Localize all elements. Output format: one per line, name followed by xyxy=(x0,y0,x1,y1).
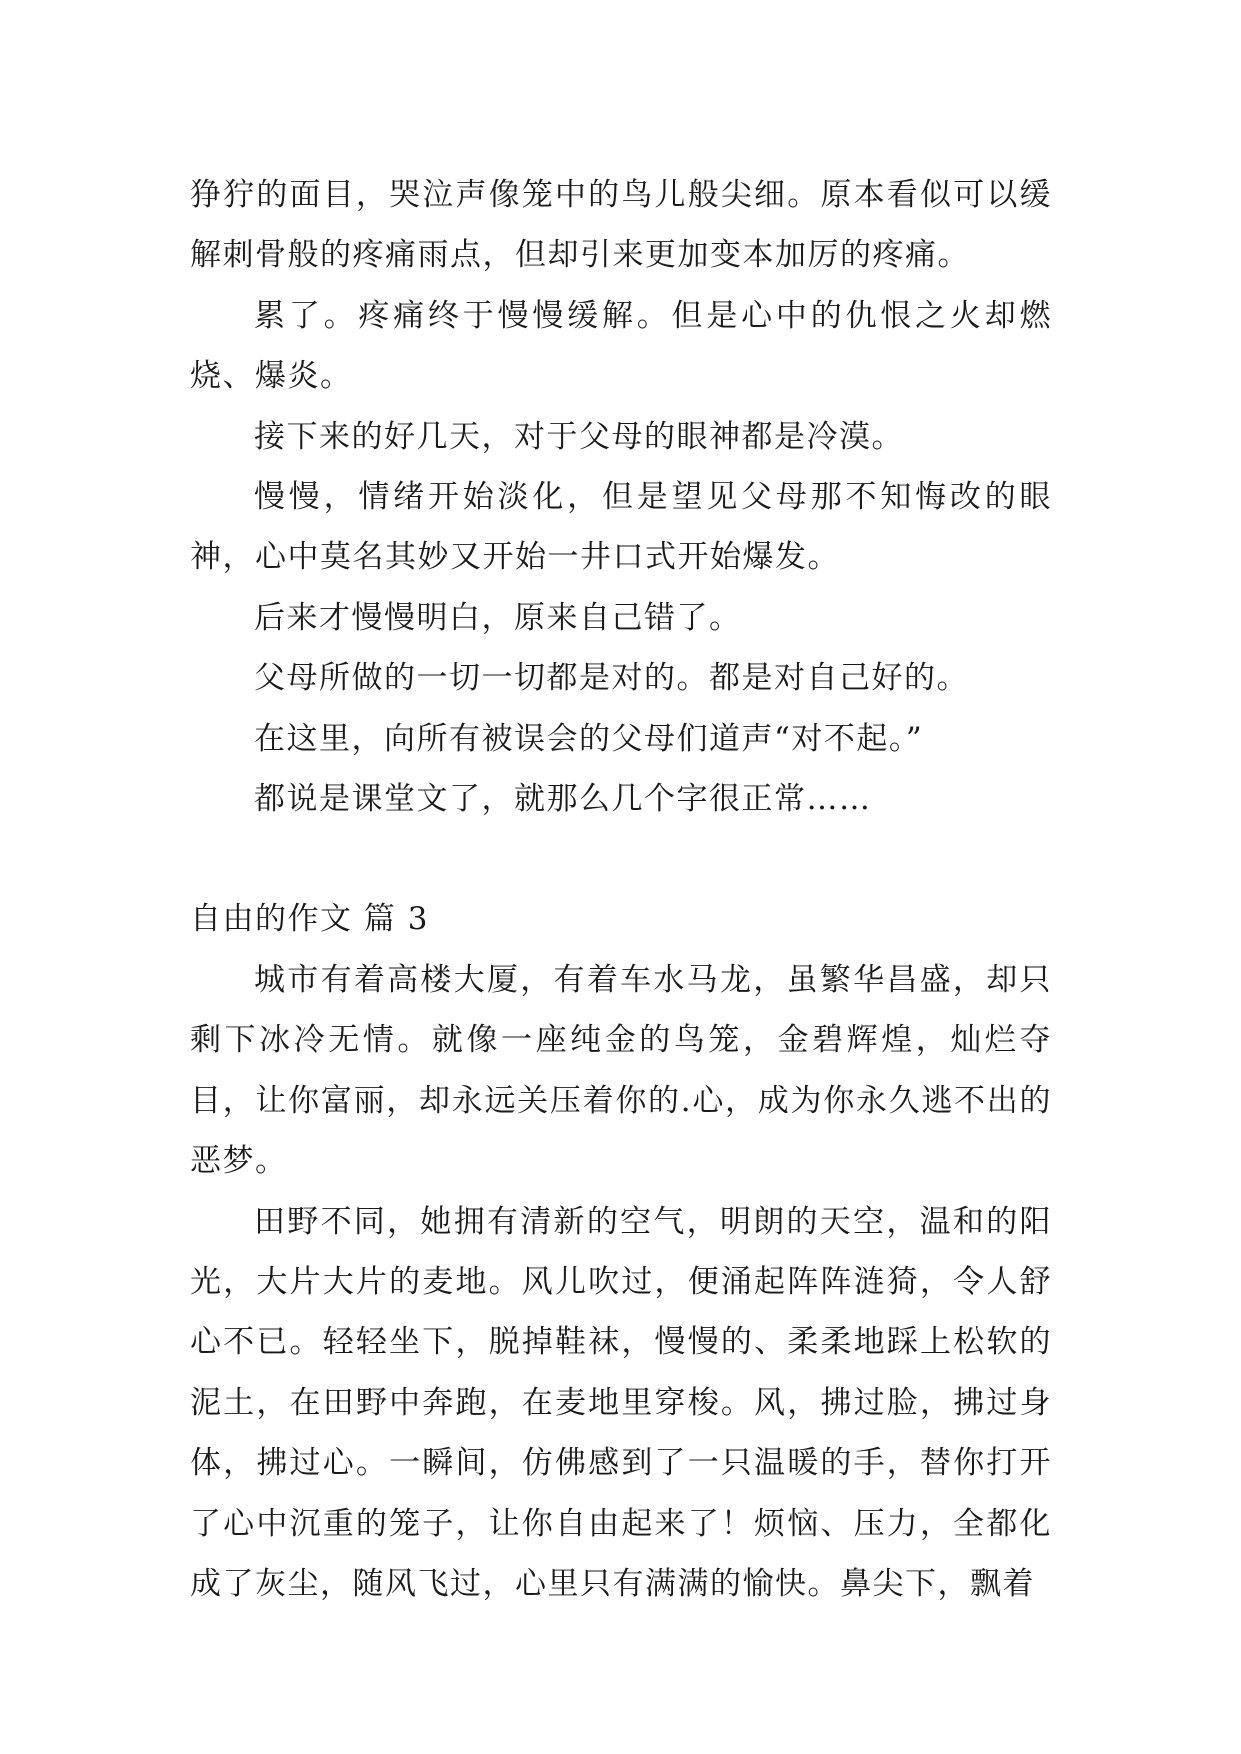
paragraph: 累了。疼痛终于慢慢缓解。但是心中的仇恨之火却燃烧、爆炎。 xyxy=(190,297,1052,395)
blank-line xyxy=(190,829,1052,889)
paragraph: 在这里，向所有被误会的父母们道声“对不起。” xyxy=(254,720,924,757)
paragraph: 城市有着高楼大厦，有着车水马龙，虽繁华昌盛，却只剩下冰冷无情。就像一座纯金的鸟笼，金碧辉煌，灿烂夺目，让你富丽，却永远关压着你的.心，成为你永久逃不出的恶梦。 xyxy=(190,961,1052,1180)
paragraph: 后来才慢慢明白，原来自己错了。 xyxy=(254,599,742,636)
paragraph: 接下来的好几天，对于父母的眼神都是冷漠。 xyxy=(254,418,904,455)
paragraph: 田野不同，她拥有清新的空气，明朗的天空，温和的阳光，大片大片的麦地。风儿吹过，便涌起阵阵涟猗，令人舒心不已。轻轻坐下，脱掉鞋袜，慢慢的、柔柔地踩上松软的泥土，在田野中奔跑，在麦地里穿梭。风，拂过脸，拂过身体，拂过心。一瞬间，仿佛感到了一只温暖的手，替你打开了心中沉重的笼子，让你自由起来了！烦恼、压力，全都化成了灰尘，随风飞过，心里只有满满的愉快。鼻尖下，飘着 xyxy=(190,1203,1052,1602)
section-heading: 自由的作文 篇 3 xyxy=(190,901,429,938)
paragraph: 慢慢，情绪开始淡化，但是望见父母那不知悔改的眼神，心中莫名其妙又开始一井口式开始爆发。 xyxy=(190,479,1052,576)
paragraph: 都说是课堂文了，就那么几个字很正常…… xyxy=(254,781,872,818)
paragraph: 父母所做的一切一切都是对的。都是对自己好的。 xyxy=(254,660,969,697)
document-body xyxy=(190,165,1052,1614)
paragraph: 狰狞的面目，哭泣声像笼中的鸟儿般尖细。原本看似可以缓解刺骨般的疼痛雨点，但却引来更加变本加厉的疼痛。 xyxy=(190,177,1052,274)
